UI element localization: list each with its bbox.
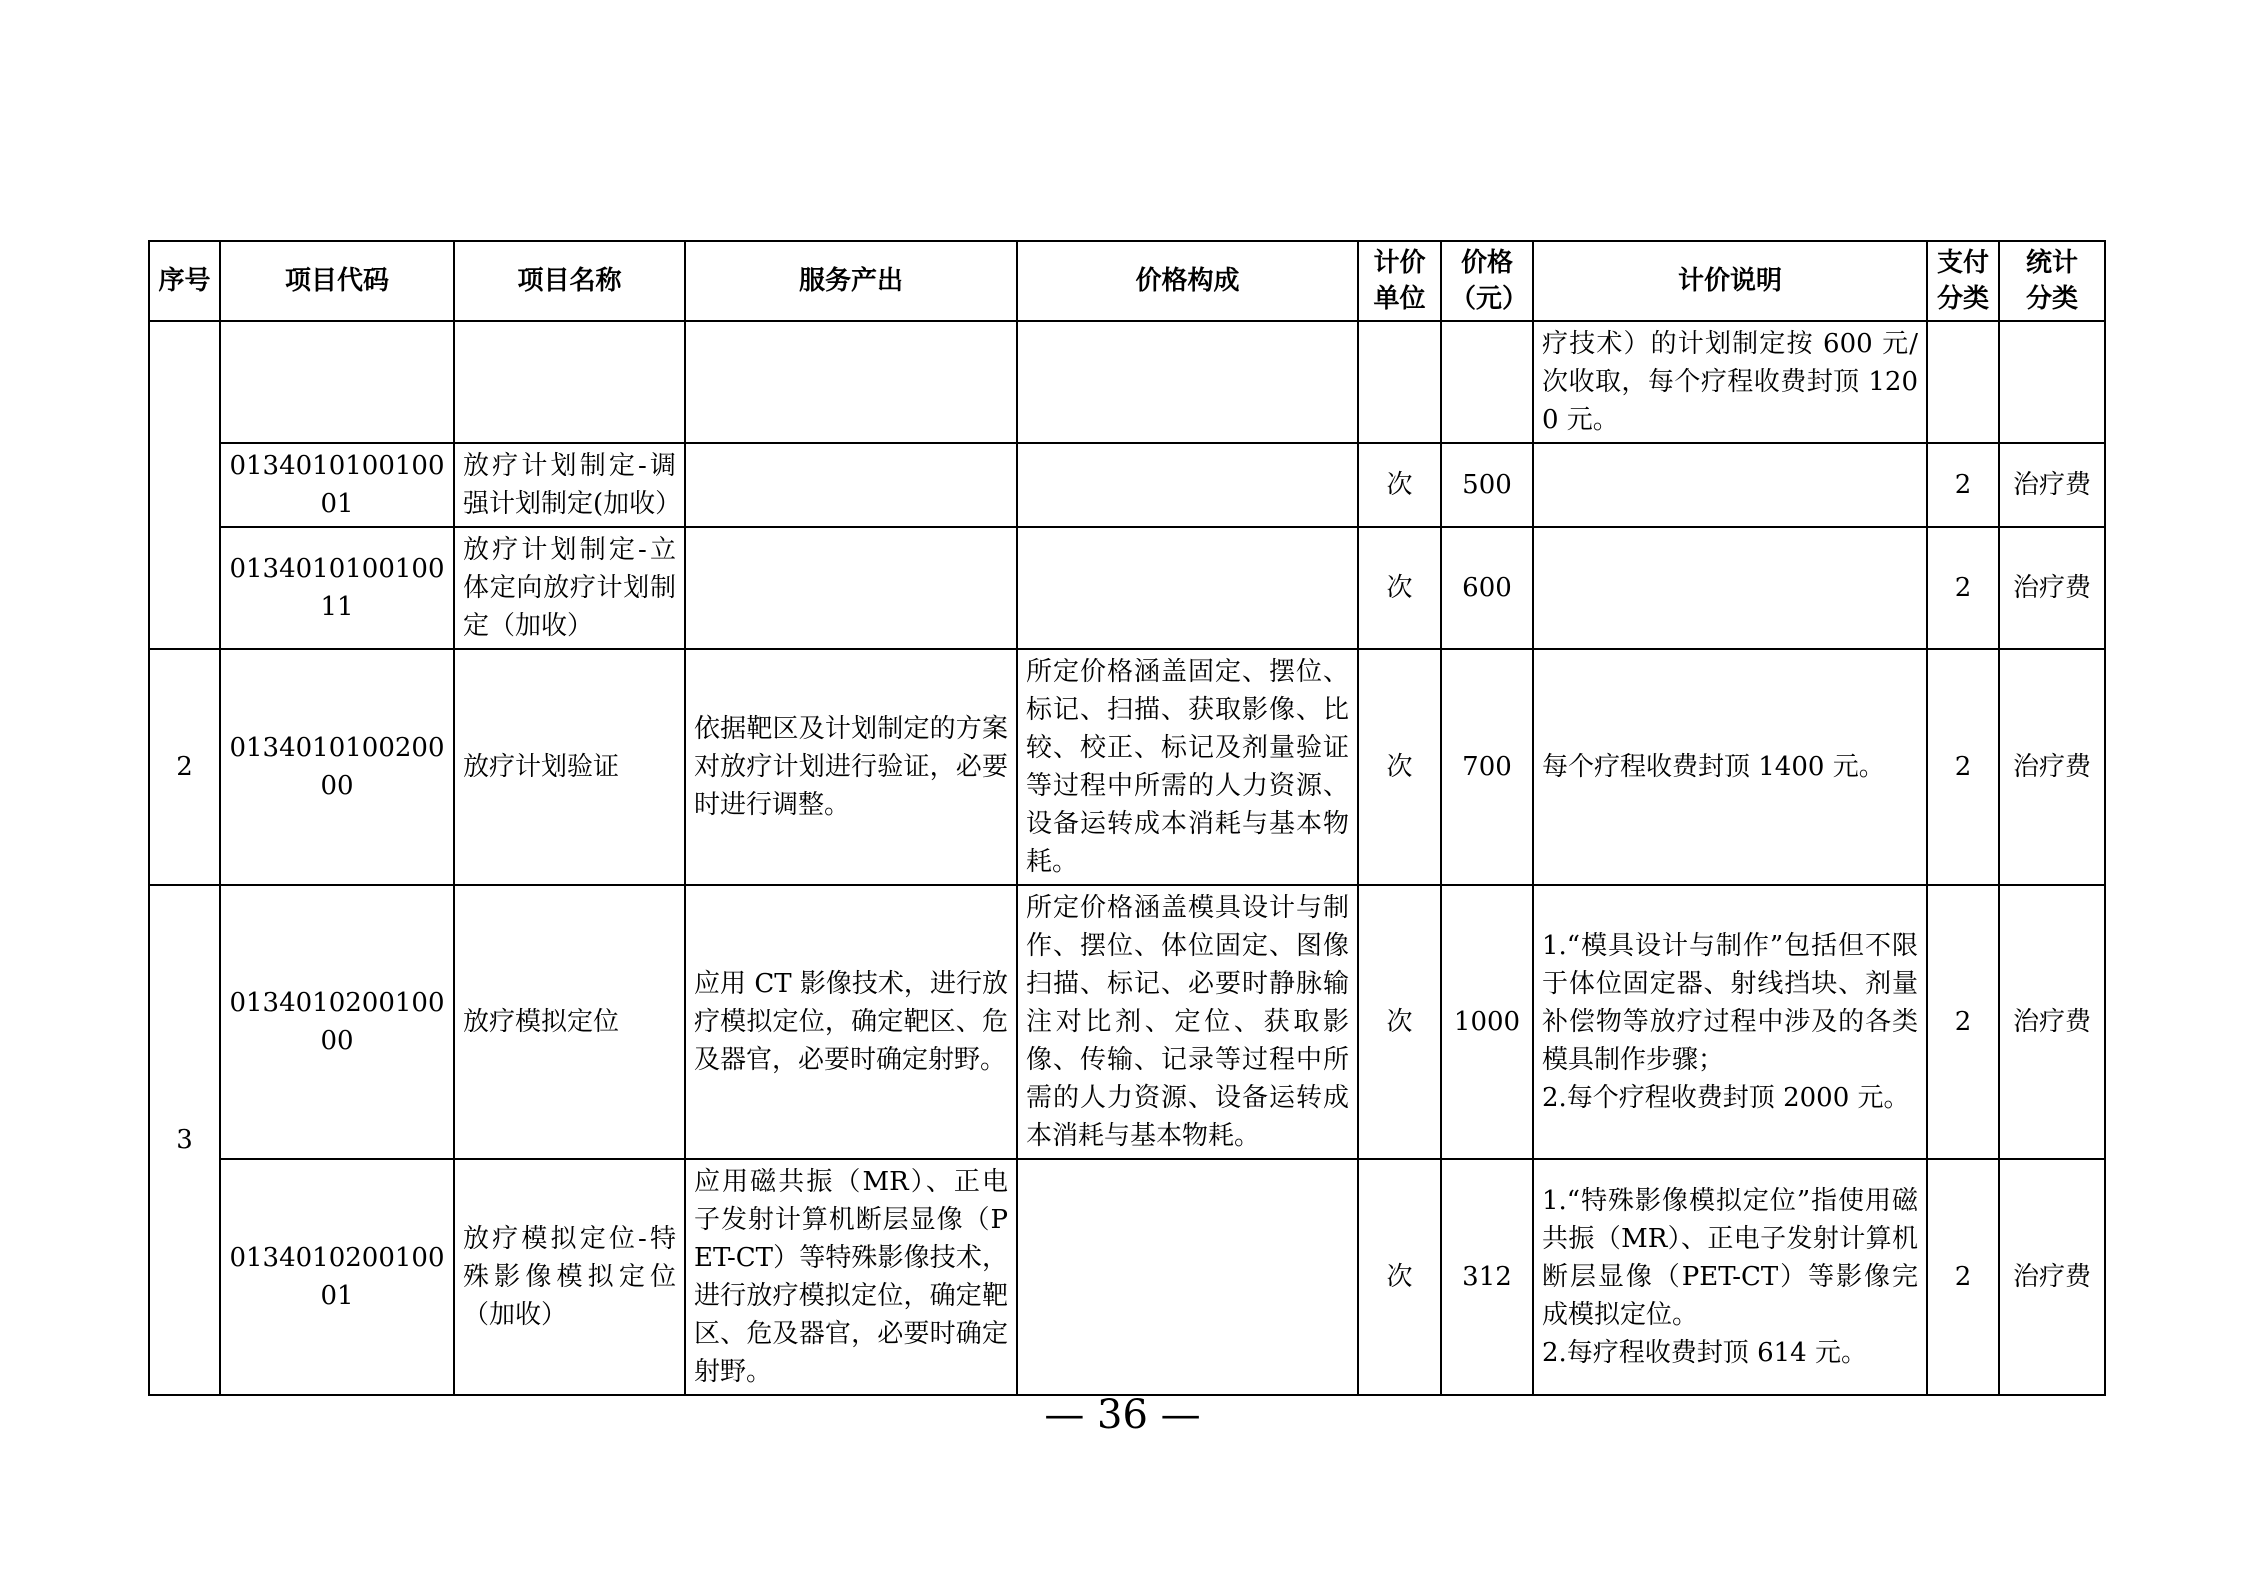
stat-cell: [1999, 321, 2105, 443]
seq-cell: [149, 321, 220, 649]
note-line: 2.每疗程收费封顶 614 元。: [1542, 1338, 1867, 1368]
pay-cell: 2: [1927, 443, 1999, 527]
composition-cell: [1017, 443, 1358, 527]
code-cell: 013401010010011: [220, 527, 454, 649]
unit-cell: 次: [1358, 649, 1441, 885]
name-cell: 放疗模拟定位: [454, 885, 685, 1159]
service-cell: [685, 527, 1017, 649]
note-line: 1.“特殊影像模拟定位”指使用磁共振（MR）、正电子发射计算机断层显像（PET-CT）等影像完成模拟定位。: [1542, 1186, 1918, 1330]
header-row: [149, 241, 2105, 321]
note-line: 2.每个疗程收费封顶 2000 元。: [1542, 1083, 1910, 1113]
header-name: 项目名称: [454, 241, 685, 321]
header-stat-line1: 统计: [2025, 248, 2078, 278]
table-row: [149, 885, 2105, 1159]
header-service: 服务产出: [685, 241, 1017, 321]
name-cell: [454, 321, 685, 443]
code-cell: 013401010010001: [220, 443, 454, 527]
header-pay: [1927, 241, 1999, 321]
price-cell: 1000: [1441, 885, 1533, 1159]
page-number: — 36 —: [1044, 1392, 1201, 1438]
name-cell: 放疗计划制定-调强计划制定(加收）: [454, 443, 685, 527]
header-price-line1: 价格: [1460, 248, 1513, 278]
note-cell: [1533, 443, 1927, 527]
header-price: [1441, 241, 1533, 321]
header-pay-line2: 分类: [1936, 284, 1989, 314]
pay-cell: [1927, 321, 1999, 443]
composition-cell: [1017, 1159, 1358, 1395]
stat-cell: 治疗费: [1999, 527, 2105, 649]
stat-cell: 治疗费: [1999, 443, 2105, 527]
name-cell: 放疗模拟定位-特殊影像模拟定位（加收）: [454, 1159, 685, 1395]
unit-cell: 次: [1358, 1159, 1441, 1395]
note-line: 1.“模具设计与制作”包括但不限于体位固定器、射线挡块、剂量补偿物等放疗过程中涉及的各类模具制作步骤；: [1542, 931, 1918, 1075]
header-seq: 序号: [149, 241, 220, 321]
pay-cell: 2: [1927, 527, 1999, 649]
composition-cell: 所定价格涵盖固定、摆位、标记、扫描、获取影像、比较、校正、标记及剂量验证等过程中所需的人力资源、设备运转成本消耗与基本物耗。: [1017, 649, 1358, 885]
seq-cell: 3: [149, 885, 220, 1395]
note-cell: [1533, 885, 1927, 1159]
composition-cell: [1017, 321, 1358, 443]
unit-cell: [1358, 321, 1441, 443]
table-row: [149, 443, 2105, 527]
header-unit: [1358, 241, 1441, 321]
unit-cell: 次: [1358, 527, 1441, 649]
table-row: [149, 527, 2105, 649]
stat-cell: 治疗费: [1999, 649, 2105, 885]
header-code: 项目代码: [220, 241, 454, 321]
unit-cell: 次: [1358, 885, 1441, 1159]
note-cell: [1533, 527, 1927, 649]
pricing-table: [148, 240, 2106, 1396]
table-row: [149, 321, 2105, 443]
header-unit-line2: 单位: [1373, 284, 1426, 314]
header-unit-line1: 计价: [1373, 248, 1426, 278]
pay-cell: 2: [1927, 1159, 1999, 1395]
name-cell: 放疗计划制定-立体定向放疗计划制定（加收）: [454, 527, 685, 649]
note-cell: [1533, 649, 1927, 885]
composition-cell: 所定价格涵盖模具设计与制作、摆位、体位固定、图像扫描、标记、必要时静脉输注对比剂、定位、获取影像、传输、记录等过程中所需的人力资源、设备运转成本消耗与基本物耗。: [1017, 885, 1358, 1159]
service-cell: 应用 CT 影像技术，进行放疗模拟定位，确定靶区、危及器官，必要时确定射野。: [685, 885, 1017, 1159]
note-line: 疗技术）的计划制定按 600 元/次收取，每个疗程收费封顶 1200 元。: [1542, 329, 1918, 435]
code-cell: 013401010020000: [220, 649, 454, 885]
unit-cell: 次: [1358, 443, 1441, 527]
price-cell: 500: [1441, 443, 1533, 527]
stat-cell: 治疗费: [1999, 885, 2105, 1159]
price-cell: 600: [1441, 527, 1533, 649]
pay-cell: 2: [1927, 649, 1999, 885]
name-cell: 放疗计划验证: [454, 649, 685, 885]
pay-cell: 2: [1927, 885, 1999, 1159]
stat-cell: 治疗费: [1999, 1159, 2105, 1395]
price-cell: [1441, 321, 1533, 443]
price-cell: 700: [1441, 649, 1533, 885]
table-row: [149, 649, 2105, 885]
header-note: 计价说明: [1533, 241, 1927, 321]
service-cell: 应用磁共振（MR）、正电子发射计算机断层显像（PET-CT）等特殊影像技术，进行放疗模拟定位，确定靶区、危及器官，必要时确定射野。: [685, 1159, 1017, 1395]
composition-cell: [1017, 527, 1358, 649]
seq-cell: 2: [149, 649, 220, 885]
code-cell: 013401020010001: [220, 1159, 454, 1395]
code-cell: 013401020010000: [220, 885, 454, 1159]
code-cell: [220, 321, 454, 443]
header-pay-line1: 支付: [1936, 248, 1989, 278]
header-stat-line2: 分类: [2025, 284, 2078, 314]
note-cell: [1533, 321, 1927, 443]
note-cell: [1533, 1159, 1927, 1395]
header-price-line2: （元）: [1450, 284, 1529, 314]
table-row: [149, 1159, 2105, 1395]
service-cell: [685, 321, 1017, 443]
header-composition: 价格构成: [1017, 241, 1358, 321]
service-cell: [685, 443, 1017, 527]
price-cell: 312: [1441, 1159, 1533, 1395]
header-stat: [1999, 241, 2105, 321]
service-cell: 依据靶区及计划制定的方案对放疗计划进行验证，必要时进行调整。: [685, 649, 1017, 885]
note-line: 每个疗程收费封顶 1400 元。: [1542, 752, 1885, 782]
